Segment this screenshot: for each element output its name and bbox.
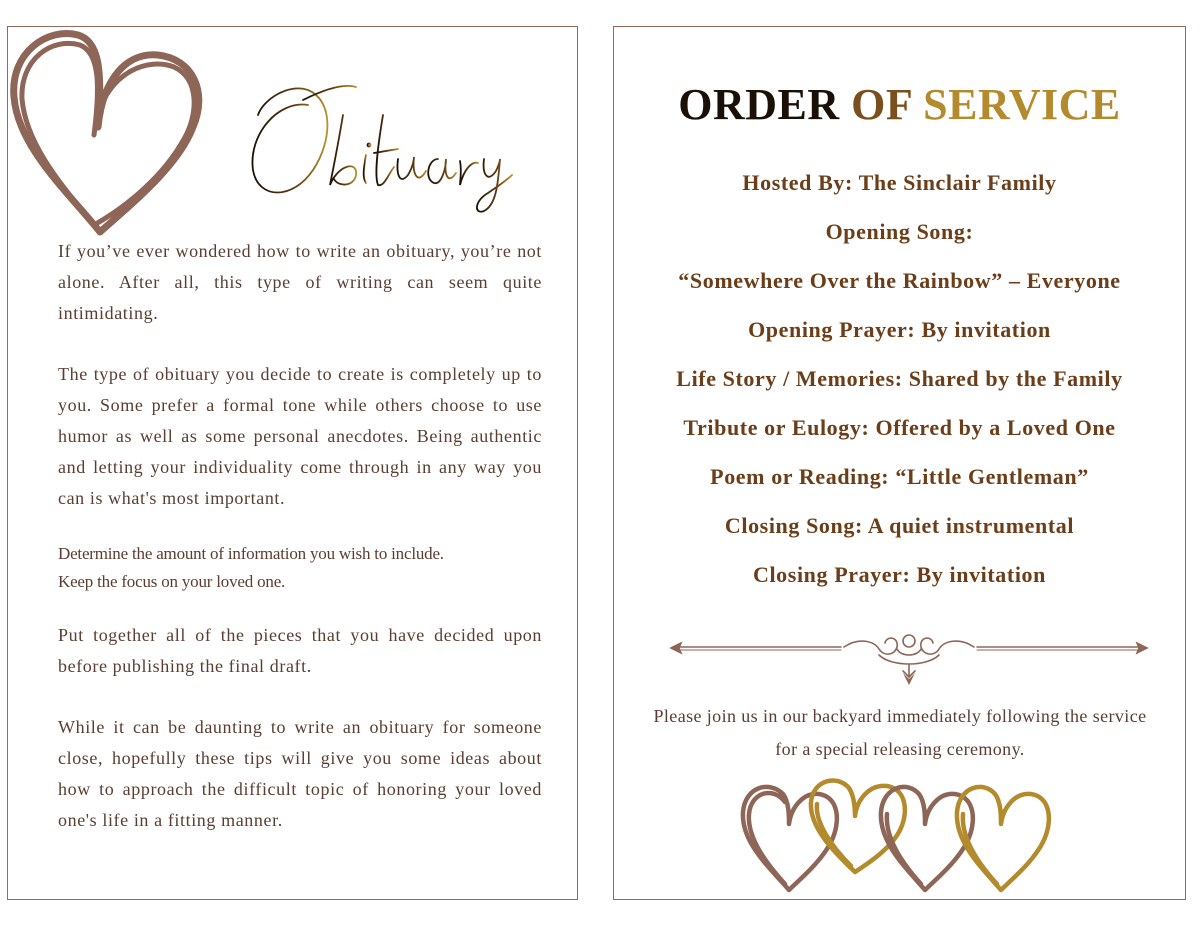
poem-item: Poem or Reading: “Little Gentleman”	[710, 464, 1089, 489]
information-tip: Determine the amount of information you wish to include.	[58, 544, 444, 563]
ornamental-divider-icon	[669, 627, 1149, 687]
script-title-graphic	[238, 75, 518, 215]
hosted-by-item: Hosted By: The Sinclair Family	[742, 170, 1057, 195]
closing-song-item: Closing Song: A quiet instrumental	[724, 513, 1075, 538]
life-story-item: Life Story / Memories: Shared by the Family	[676, 366, 1123, 391]
final-draft-paragraph: Put together all of the pieces that you have decided upon before publishing the final draft.	[58, 625, 542, 676]
linked-hearts-icon	[739, 772, 1069, 897]
obituary-type-paragraph: The type of obituary you decide to create is completely up to you. Some prefer a formal tone while others choose to use humor as well as some personal anecdotes. Being authentic and letting your individuality come through in any way you can is what's most important.	[58, 364, 542, 508]
order-of-service-panel	[613, 26, 1186, 900]
intro-paragraph: If you’ve ever wondered how to write an obituary, you’re not alone. After all, this type of writing can seem quite intimidating.	[58, 241, 542, 323]
obituary-panel	[7, 26, 578, 900]
opening-song-title: “Somewhere Over the Rainbow” – Everyone	[678, 268, 1121, 293]
focus-tip: Keep the focus on your loved one.	[58, 572, 286, 591]
opening-song-label: Opening Song:	[825, 219, 974, 244]
title-word-service: SERVICE	[923, 80, 1121, 129]
tribute-item: Tribute or Eulogy: Offered by a Loved One	[683, 415, 1116, 440]
closing-paragraph: While it can be daunting to write an obituary for someone close, hopefully these tips will give you some ideas about how to approach the difficult topic of honoring your loved one's life in a fitting manner.	[58, 717, 542, 830]
releasing-ceremony-note: Please join us in our backyard immediately following the service for a special releasing ceremony.	[653, 706, 1147, 759]
closing-prayer-item: Closing Prayer: By invitation	[752, 562, 1046, 587]
heart-outline-icon	[8, 27, 208, 237]
opening-prayer-item: Opening Prayer: By invitation	[748, 317, 1051, 342]
title-word-of: OF	[851, 80, 912, 129]
title-word-order: ORDER	[678, 80, 840, 129]
order-of-service-title	[614, 79, 1185, 130]
